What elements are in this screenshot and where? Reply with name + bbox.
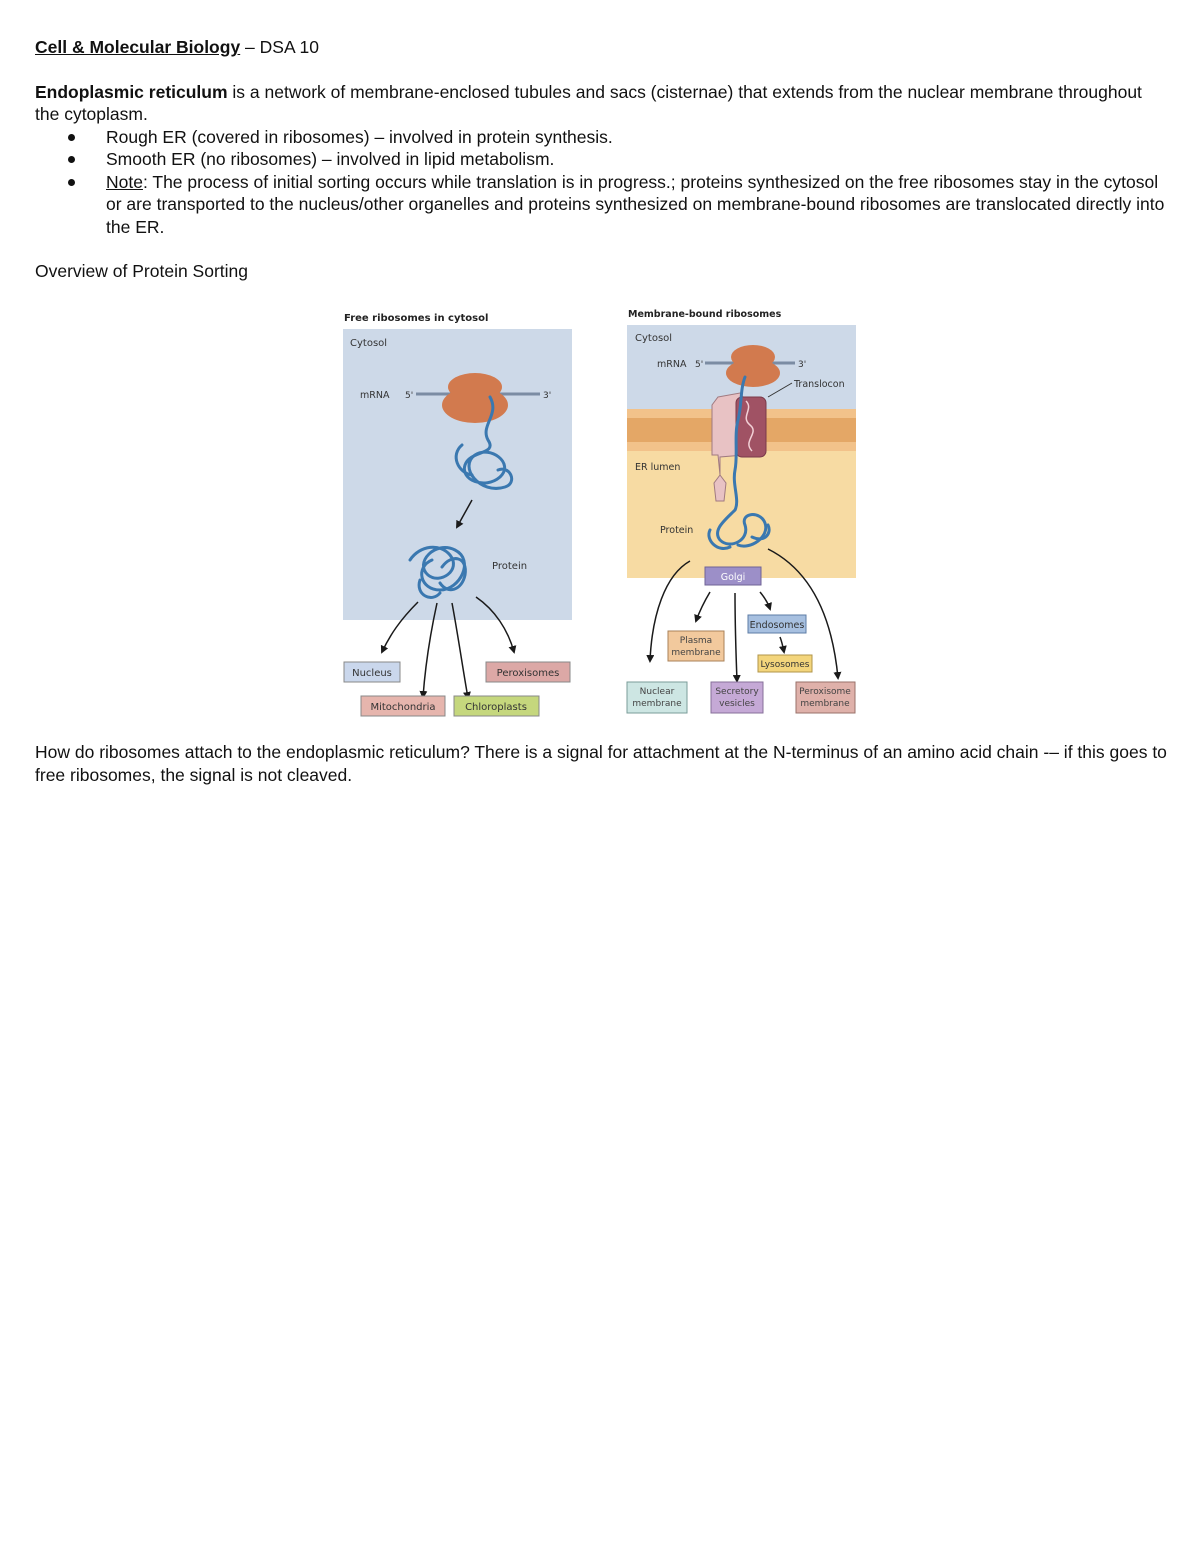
- list-item-text: Smooth ER (no ribosomes) – involved in lipid metabolism.: [106, 149, 555, 169]
- right-mrna-label: mRNA: [657, 359, 687, 370]
- right-cytosol-label: Cytosol: [635, 333, 673, 344]
- er-definition: [35, 81, 1170, 126]
- left-cytosol-label: Cytosol: [350, 338, 388, 349]
- chloroplasts-destination: [454, 696, 539, 716]
- lysosomes-label: Lysosomes: [760, 660, 810, 670]
- section-heading: Overview of Protein Sorting: [35, 261, 249, 281]
- secretory-vesicles-label-1: Secretory: [715, 687, 759, 697]
- endosomes-label: Endosomes: [749, 620, 805, 631]
- er-definition-text: is a network of membrane-enclosed tubules and sacs (cisternae) that extends from the nuclear membrane throughout the cytoplasm.: [35, 81, 1142, 124]
- plasma-membrane-label-2: membrane: [671, 648, 721, 658]
- nuclear-membrane-destination: [627, 682, 687, 713]
- right-panel-title: Membrane-bound ribosomes: [628, 309, 782, 320]
- closing-paragraph: How do ribosomes attach to the endoplasmic reticulum? There is a signal for attachment at the N-terminus of an amino acid chain -– if this goes to free ribosomes, the signal is not cleaved.: [35, 742, 1167, 785]
- er-bullet-list: [35, 126, 1170, 239]
- mitochondria-label: Mitochondria: [370, 702, 436, 713]
- right-ribosome-icon: [726, 345, 780, 387]
- nucleus-destination: [344, 662, 400, 682]
- golgi-destination: [705, 567, 761, 585]
- bullet-icon: [68, 179, 75, 186]
- secretory-vesicles-label-2: vesicles: [719, 699, 755, 709]
- list-item: [35, 126, 1170, 149]
- right-three-prime: 3': [798, 360, 807, 370]
- nuclear-membrane-label-1: Nuclear: [639, 687, 675, 697]
- list-item-text: Rough ER (covered in ribosomes) – involved in protein synthesis.: [106, 126, 613, 147]
- left-cytosol-region: [343, 329, 572, 620]
- left-protein-label: Protein: [492, 561, 528, 572]
- right-protein-label: Protein: [660, 525, 694, 536]
- er-lumen-label: ER lumen: [635, 462, 681, 473]
- plasma-membrane-label-1: Plasma: [679, 636, 713, 646]
- bullet-icon: [68, 134, 75, 141]
- peroxisome-membrane-destination: [796, 682, 855, 713]
- list-item: [35, 171, 1170, 239]
- plasma-membrane-destination: [668, 631, 724, 661]
- left-mrna-label: mRNA: [360, 390, 390, 401]
- protein-sorting-figure: [340, 305, 860, 720]
- translocon-label: Translocon: [794, 379, 845, 390]
- peroxisomes-label: Peroxisomes: [496, 668, 560, 679]
- protein-sorting-diagram: [340, 305, 860, 720]
- bullet-icon: [68, 156, 75, 163]
- list-item-text: : The process of initial sorting occurs while translation is in progress.; proteins synthesized on the free ribosomes stay in the cytosol or are transported to the nucleus/other organelles and proteins synthesized on membrane-bound ribosomes are translocated directly into the ER.: [106, 171, 1165, 237]
- er-term: Endoplasmic reticulum: [35, 81, 228, 102]
- chloroplasts-label: Chloroplasts: [465, 702, 527, 713]
- lysosomes-destination: [758, 655, 812, 672]
- left-ribosome-icon: [442, 373, 508, 423]
- mitochondria-destination: [361, 696, 445, 716]
- nuclear-membrane-label-2: membrane: [632, 699, 682, 709]
- left-five-prime: 5': [405, 391, 414, 401]
- peroxisomes-destination: [486, 662, 570, 682]
- peroxisome-membrane-label-1: Peroxisome: [799, 687, 851, 697]
- document-body: [35, 36, 1170, 283]
- left-three-prime: 3': [543, 391, 552, 401]
- secretory-vesicles-destination: [711, 682, 763, 713]
- peroxisome-membrane-label-2: membrane: [800, 699, 850, 709]
- right-five-prime: 5': [695, 360, 704, 370]
- list-item: [35, 148, 1170, 171]
- document-title: [35, 36, 1170, 59]
- course-code: – DSA 10: [240, 37, 319, 57]
- course-title: Cell & Molecular Biology: [35, 37, 241, 57]
- left-panel-title: Free ribosomes in cytosol: [344, 313, 489, 324]
- endosomes-destination: [748, 615, 806, 633]
- note-label: Note: [106, 171, 143, 192]
- golgi-label: Golgi: [720, 572, 746, 583]
- nucleus-label: Nucleus: [352, 668, 392, 679]
